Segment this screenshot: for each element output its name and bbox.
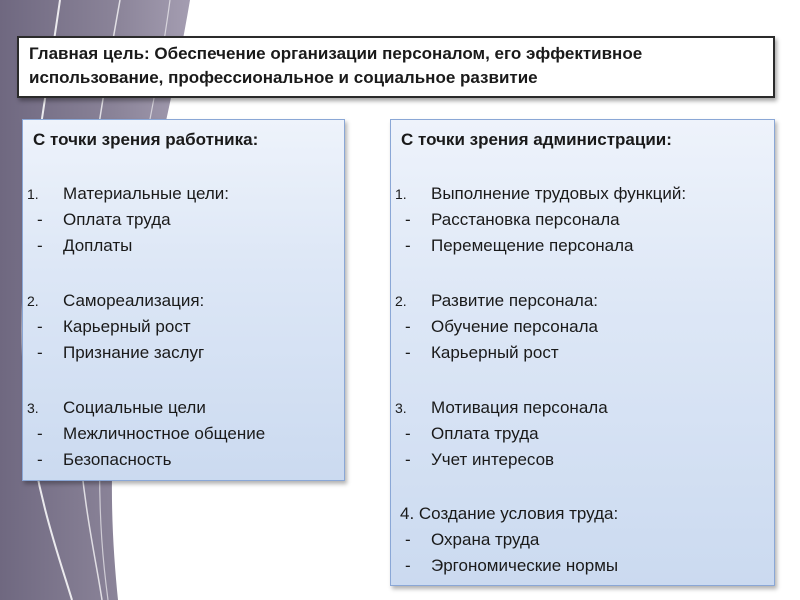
list-item-text: Самореализация: [63, 291, 205, 310]
list-item-text: Эргономические нормы [431, 556, 619, 575]
list-marker: 2. [395, 293, 407, 309]
list-marker: 3. [395, 400, 407, 416]
list-item-text: Оплата труда [63, 210, 171, 229]
list-marker: - [405, 450, 411, 469]
list-marker: - [405, 556, 411, 575]
list-marker: - [37, 343, 43, 362]
list-item-text: Развитие персонала: [431, 291, 599, 310]
list-marker: 2. [27, 293, 39, 309]
list-marker: - [37, 450, 43, 469]
list-item-text: Признание заслуг [63, 343, 205, 362]
goal-box [17, 36, 775, 98]
list-item-text: Материальные цели: [63, 184, 230, 203]
list-marker: - [37, 424, 43, 443]
list-item-text: Охрана труда [431, 530, 540, 549]
list-item-text: Социальные цели [63, 398, 206, 417]
list-item-text: Обучение персонала [431, 317, 598, 336]
list-marker: - [405, 343, 411, 362]
list-marker: - [37, 317, 43, 336]
list-marker: 1. [27, 186, 39, 202]
employee-perspective-heading: С точки зрения работника: [33, 130, 259, 149]
list-marker: - [37, 236, 43, 255]
list-item-text: Межличностное общение [63, 424, 266, 443]
list-item-text: Карьерный рост [63, 317, 191, 336]
goal-title-line-1: Главная цель: Обеспечение организации персоналом, его эффективное [29, 44, 643, 63]
list-marker: - [405, 424, 411, 443]
list-item-text: Карьерный рост [431, 343, 559, 362]
list-marker: 1. [395, 186, 407, 202]
list-item-text: Оплата труда [431, 424, 539, 443]
list-marker: 3. [27, 400, 39, 416]
administration-perspective-panel [390, 119, 775, 586]
list-marker: - [405, 317, 411, 336]
administration-perspective-heading: С точки зрения администрации: [401, 130, 672, 149]
goal-title-line-2: использование, профессиональное и социальное развитие [29, 68, 538, 87]
list-item-text: Выполнение трудовых функций: [431, 184, 687, 203]
list-marker: - [405, 530, 411, 549]
list-item-text: Перемещение персонала [431, 236, 634, 255]
list-item-text: Мотивация персонала [431, 398, 608, 417]
list-marker: - [405, 236, 411, 255]
list-marker: - [405, 210, 411, 229]
list-item-text: 4. Создание условия труда: [400, 504, 619, 523]
list-item-text: Расстановка персонала [431, 210, 620, 229]
list-marker: - [37, 210, 43, 229]
list-item-text: Доплаты [63, 236, 133, 255]
list-item-text: Безопасность [63, 450, 172, 469]
employee-perspective-panel [22, 119, 345, 481]
list-item-text: Учет интересов [431, 450, 555, 469]
